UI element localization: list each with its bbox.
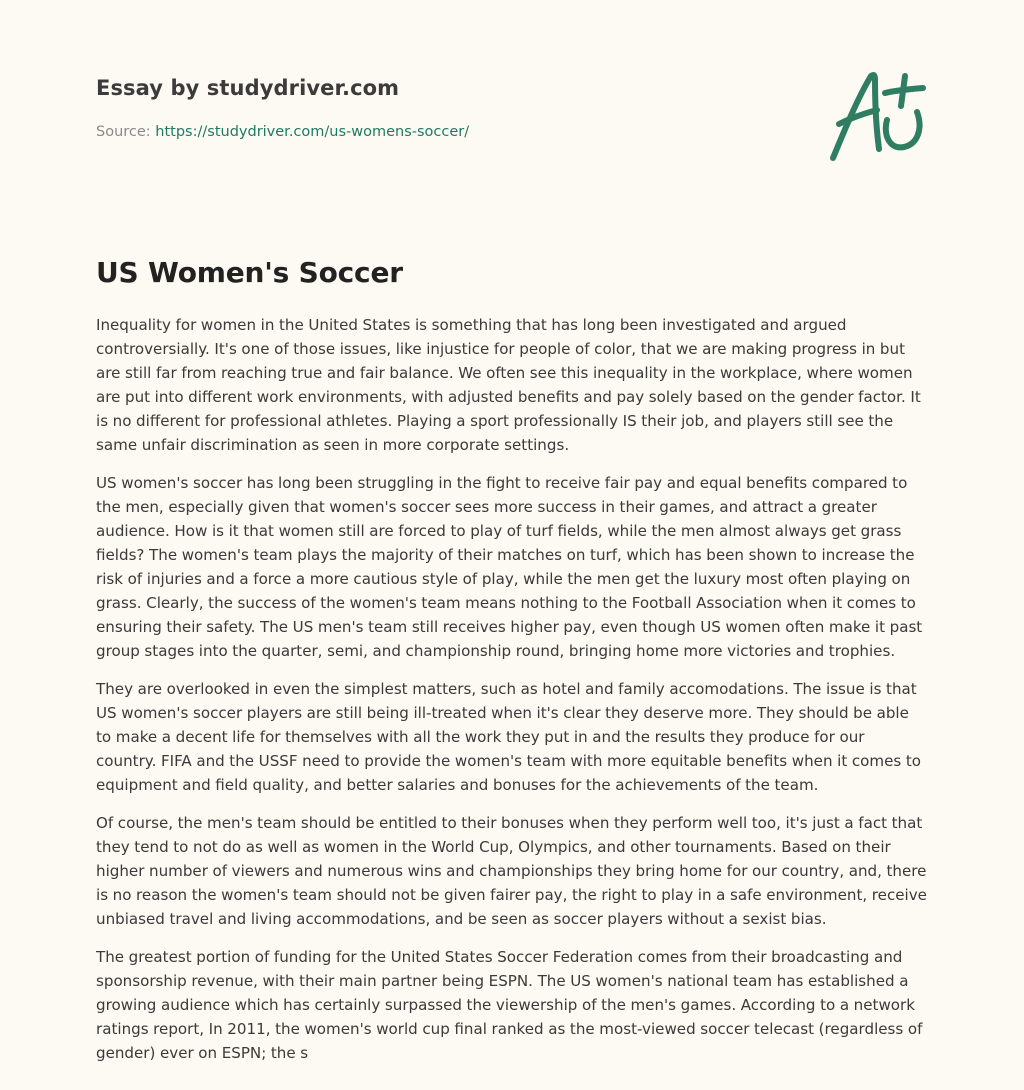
essay-paragraph: Of course, the men's team should be entitled to their bonuses when they perform well too, it's just a fact that they tend to not do as well as women in the World Cup, Olympics, and other tournaments. Based on their higher number of viewers and numerous wins and championships they bring home for our country, and, there is no reason the women's team should not be given fairer pay, the right to play in a safe environment, receive unbiased travel and living accommodations, and be seen as soccer players without a sexist bias. [96,814,927,928]
page-header [96,0,928,200]
source-label: Source: [96,124,156,140]
grade-a-plus-icon [827,64,931,166]
essay-paragraph: They are overlooked in even the simplest matters, such as hotel and family accomodations. The issue is that US women's soccer players are still being ill-treated when it's clear they deserve more. They should be able to make a decent life for themselves with all the work they put in and the results they produce for our country. FIFA and the USSF need to provide the women's team with more equitable benefits when it comes to equipment and field quality, and better salaries and bonuses for the achievements of the team. [96,680,921,794]
essay-title: US Women's Soccer [96,256,403,289]
source-line [96,124,469,140]
essay-paragraph: Inequality for women in the United States is something that has long been investigated and argued controversially. It's one of those issues, like injustice for people of color, that we are making progress in but are still far from reaching true and fair balance. We often see this inequality in the workplace, where women are put into different work environments, with adjusted benefits and pay solely based on the gender factor. It is no different for professional athletes. Playing a sport professionally IS their job, and players still see the same unfair discrimination as seen in more corporate settings. [96,316,921,454]
essay-by-heading: Essay by studydriver.com [96,76,400,100]
essay-paragraph: The greatest portion of funding for the United States Soccer Federation comes from their broadcasting and sponsorship revenue, with their main partner being ESPN. The US women's national team has established a growing audience which has certainly surpassed the viewership of the men's games. According to a network ratings report, In 2011, the women's world cup final ranked as the most-viewed soccer telecast (regardless of gender) ever on ESPN; the s [96,948,923,1062]
essay-paragraph: US women's soccer has long been struggling in the fight to receive fair pay and equal benefits compared to the men, especially given that women's soccer sees more success in their games, and attract a greater audience. How is it that women still are forced to play of turf fields, while the men almost always get grass fields? The women's team plays the majority of their matches on turf, which has been shown to increase the risk of injuries and a force a more cautious style of play, while the men get the luxury most often playing on grass. Clearly, the success of the women's team means nothing to the Football Association when it comes to ensuring their safety. The US men's team still receives higher pay, even though US women often make it past group stages into the quarter, semi, and championship round, bringing home more victories and trophies. [96,474,923,660]
source-link[interactable]: https://studydriver.com/us-womens-soccer/ [155,124,470,140]
essay-body [96,313,928,1065]
